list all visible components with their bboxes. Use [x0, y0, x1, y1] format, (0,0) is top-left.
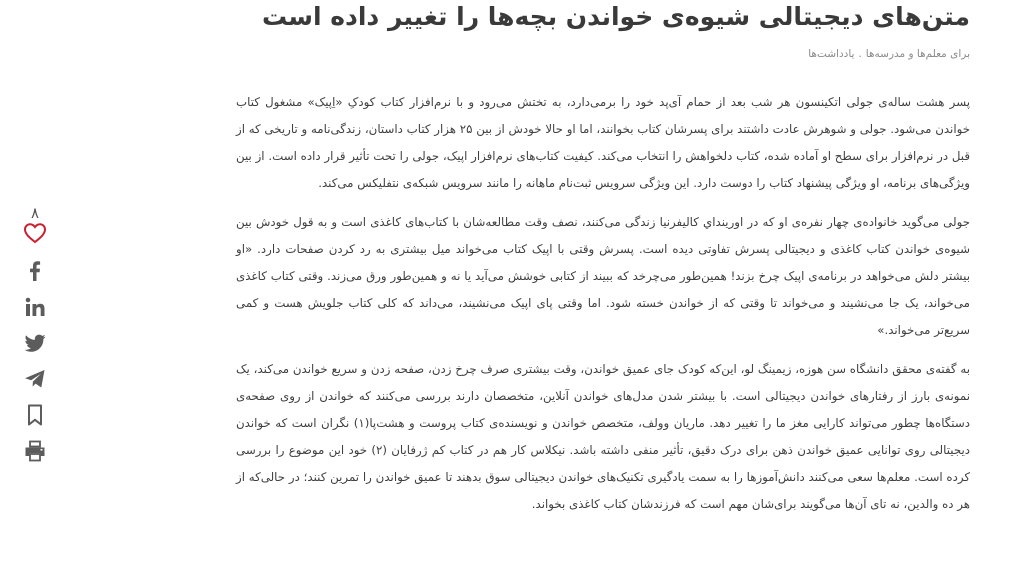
- like-count: ۸: [30, 204, 40, 222]
- twitter-icon[interactable]: [23, 331, 47, 355]
- article-body: [236, 89, 970, 518]
- article-paragraph: به گفته‌ی محقق دانشگاه سن هوزه، زیمینگ لو، این‌که کودک جای عمیق خواندن، وقت بیشتری صرف چرخ زدن، صفحه زدن و سریع خواندن می‌کند، یک نمونه‌ی بارز از رفتارهای خواندن دیجیتالی است. با بیشتر شدن مدل‌های خواندن آنلاین، متخصصان دارند بررسی می‌کنند که خواندن از روی صفحه‌ی دستگاه‌ها چطور می‌تواند کارایی مغز ما را تغییر دهد. ماریان وولف، متخصص خواندن و نویسنده‌ی کتاب پروست و هشت‌پا(۱) نگران است که خواندن دیجیتالی روی توانایی عمیق خواندن ذهن برای درک دقیق، تأثیر منفی داشته باشد. نیکلاس کار هم در کتاب کم ژرفایان (۲) خود این موضوع را بررسی کرده است. معلم‌ها سعی می‌کنند دانش‌آموزها را به سمت یادگیری تکنیک‌های خواندن دیجیتالی سوق بدهند تا عمیق خواندن را تمرین کنند؛ در حالی‌که از هر ده والدین، نه تای آن‌ها می‌گویند برای‌شان مهم است که فرزندشان کتاب کاغذی بخواند.: [236, 362, 971, 511]
- article-categories: [236, 47, 970, 61]
- print-icon[interactable]: [23, 439, 47, 463]
- category-separator: .: [858, 48, 862, 60]
- article: [236, 0, 970, 530]
- article-paragraph: جولی می‌گوید خانواده‌ی چهار نفره‌ی او که در اورینداي كاليفرنيا زندگی می‌کنند، نصف وقت مطالعه‌شان با کتاب‌های کاغذی است و به قول خودش بین شیوه‌ی خواندن کتاب کاغذی و دیجیتالی پسرش تفاوتی دیده است. پسرش وقتی با اپیک کتاب می‌خواند میل بیشتری به رد کردن صفحات دارد. «او بیشتر دلش می‌خواهد در برنامه‌ی اپیک چرخ بزند! همین‌طور می‌چرخد که ببیند از کتابی خوشش می‌آید یا نه و همین‌طور ورق می‌زند. وقتی کتاب کاغذی می‌خواند، یک جا می‌نشیند و می‌خواند تا وقتی که از خواندن خسته شود. اما وقتی پای اپیک می‌نشیند، می‌داند که کلی کتاب جلویش هست و کمی سریع‌تر می‌خواند.»: [236, 215, 970, 337]
- category-link-notes[interactable]: یادداشت‌ها: [808, 48, 855, 60]
- linkedin-icon[interactable]: [23, 295, 47, 319]
- telegram-icon[interactable]: [23, 367, 47, 391]
- share-bar: [18, 205, 52, 475]
- bookmark-icon[interactable]: [23, 403, 47, 427]
- heart-icon[interactable]: [23, 221, 47, 245]
- category-link-teachers[interactable]: برای معلم‌ها و مدرسه‌ها: [865, 48, 970, 60]
- article-paragraph: پسر هشت ساله‌ی جولی اتکینسون هر شب بعد از حمام آی‌پد خود را برمی‌دارد، به تختش می‌رود و با نرم‌افزار کتاب کودکِ «اِپیک» مشغول کتاب خواندن می‌شود. جولی و شوهرش عادت داشتند برای پسرشان کتاب بخوانند، اما او حالا خودش از بین ۲۵ هزار کتاب داستان، زندگی‌نامه و تاریخی که از قبل در نرم‌افزار برای سطح او آماده شده، کتاب دلخواهش را انتخاب می‌کند. کیفیت کتاب‌های نرم‌افزار اپیک، جولی را تحت تأثیر قرار داده است. از بین ویژگی‌های برنامه، او ویژگی پیشنهاد کتاب را دوست دارد. این ویژگی سرویس ثبت‌نام ماهانه را مانند سرویس شبکه‌ی نتفلیکس می‌کند.: [236, 95, 970, 190]
- article-title: متن‌های دیجیتالی شیوه‌ی خواندن بچه‌ها را تغییر داده است: [261, 2, 970, 31]
- facebook-icon[interactable]: [23, 259, 47, 283]
